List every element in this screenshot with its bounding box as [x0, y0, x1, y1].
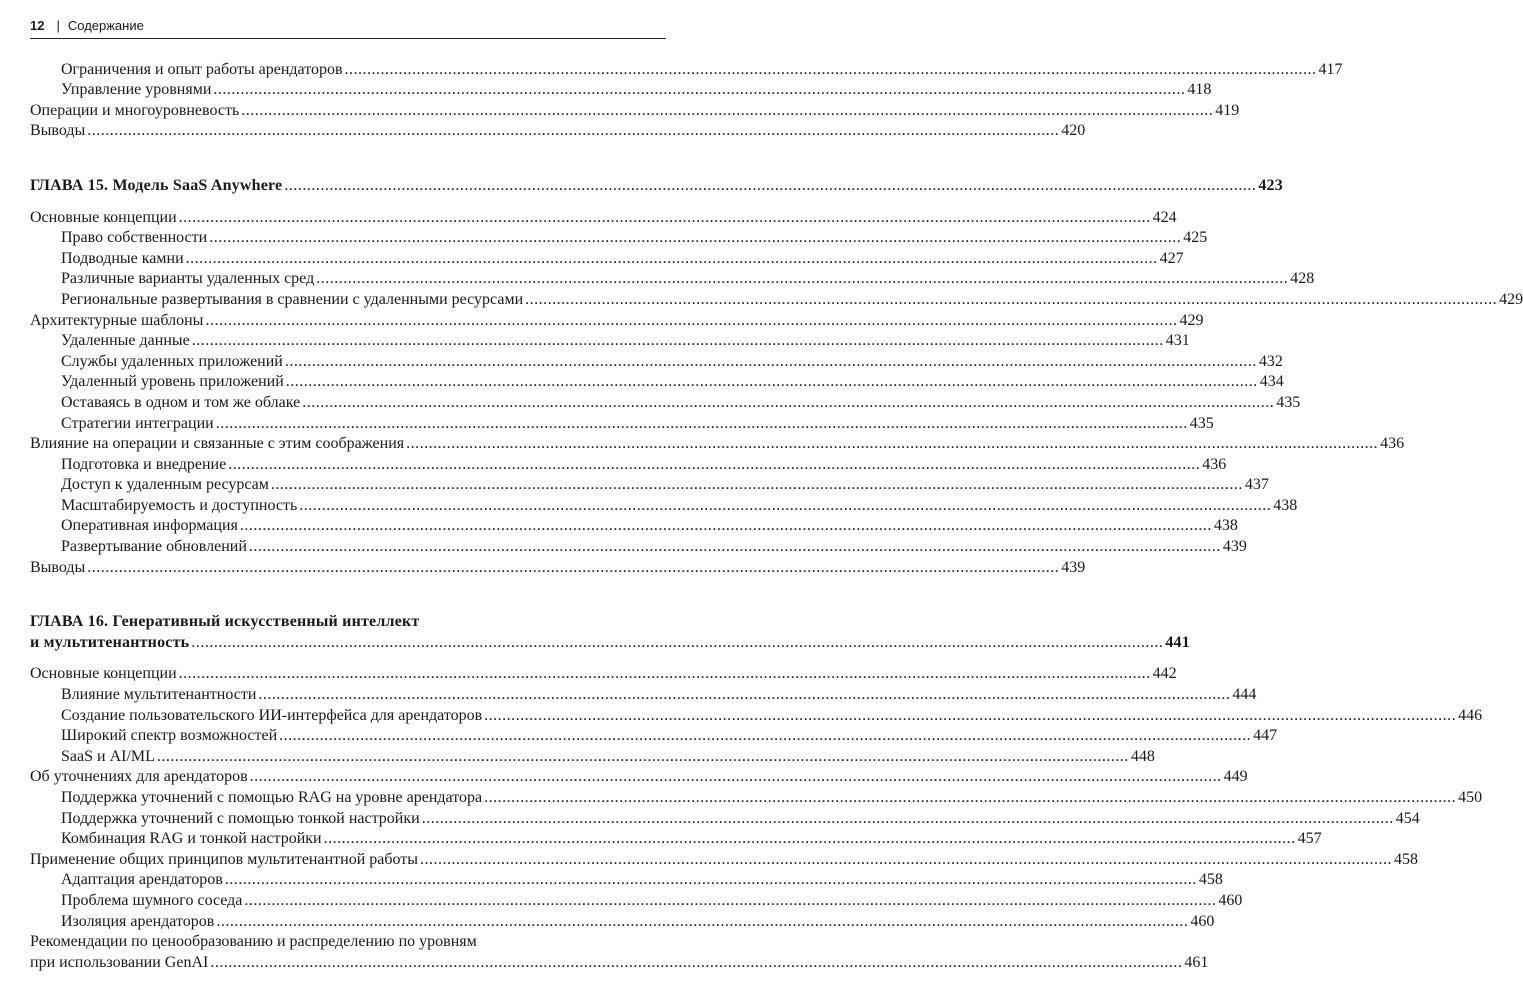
toc-entry: Об уточнениях для арендаторов ..... 449: [30, 766, 666, 787]
toc-entry: Применение общих принципов мультитенантной работы ..... 458: [30, 848, 666, 869]
toc-entry: Широкий спектр возможностей ..... 447: [30, 725, 666, 746]
toc-entry: Влияние на операции и связанные с этим соображения ..... 436: [30, 433, 666, 454]
toc-entry: Поддержка уточнений с помощью тонкой настройки ..... 454: [30, 807, 666, 828]
toc-entry: Оставаясь в одном и том же облаке ..... 435: [30, 391, 666, 412]
toc-entry: Выводы ..... 439: [30, 556, 666, 577]
toc-entry: Удаленные данные ..... 431: [30, 330, 666, 351]
toc-entry: при использовании GenAI ..... 461: [30, 951, 666, 972]
header-separator: |: [56, 18, 60, 33]
toc-entry: Оперативная информация ..... 438: [30, 515, 666, 536]
chapter-15-heading: ГЛАВА 15. Модель SaaS Anywhere ..... 423: [30, 174, 666, 195]
running-header: [30, 18, 666, 39]
toc-entry: Создание пользовательского ИИ-интерфейса для арендаторов ..... 446: [30, 704, 666, 725]
page-number: 12: [30, 18, 45, 33]
table-of-contents: [30, 58, 1523, 972]
toc-entry: Адаптация арендаторов ..... 458: [30, 869, 666, 890]
toc-entry: Различные варианты удаленных сред ..... 428: [30, 268, 666, 289]
toc-entry: Поддержка уточнений с помощью RAG на уровне арендатора ..... 450: [30, 786, 666, 807]
toc-entry: Управление уровнями ..... 418: [30, 79, 666, 100]
toc-entry: Операции и многоуровневость ..... 419: [30, 99, 666, 120]
toc-entry: Подготовка и внедрение ..... 436: [30, 453, 666, 474]
toc-entry: Комбинация RAG и тонкой настройки ..... 457: [30, 828, 666, 849]
toc-entry: Выводы ..... 420: [30, 120, 666, 141]
toc-entry: Архитектурные шаблоны ..... 429: [30, 309, 666, 330]
chapter-16-heading-line1: ГЛАВА 16. Генеративный искусственный интеллект: [30, 613, 420, 631]
running-title: Содержание: [67, 18, 144, 33]
toc-entry-line1: Рекомендации по ценообразованию и распределению по уровням: [30, 933, 477, 951]
toc-entry: Удаленный уровень приложений ..... 434: [30, 371, 666, 392]
toc-entry: Развертывание обновлений ..... 439: [30, 535, 666, 556]
toc-entry: Доступ к удаленным ресурсам ..... 437: [30, 474, 666, 495]
toc-entry: Основные концепции ..... 424: [30, 206, 666, 227]
toc-entry: Стратегии интеграции ..... 435: [30, 412, 666, 433]
toc-entry: Влияние мультитенантности ..... 444: [30, 683, 666, 704]
toc-entry: Изоляция арендаторов ..... 460: [30, 910, 666, 931]
chapter-16-heading: и мультитенантность ..... 441: [30, 631, 666, 652]
toc-entry: Масштабируемость и доступность ..... 438: [30, 494, 666, 515]
toc-entry: Региональные развертывания в сравнении с удаленными ресурсами ..... 429: [30, 288, 666, 309]
toc-entry: Службы удаленных приложений ..... 432: [30, 350, 666, 371]
toc-entry: Право собственности ..... 425: [30, 227, 666, 248]
toc-entry: Основные концепции ..... 442: [30, 663, 666, 684]
toc-entry: Проблема шумного соседа ..... 460: [30, 889, 666, 910]
toc-entry: Подводные камни ..... 427: [30, 247, 666, 268]
toc-entry: SaaS и AI/ML ..... 448: [30, 745, 666, 766]
toc-entry: Ограничения и опыт работы арендаторов ..... 417: [30, 58, 666, 79]
